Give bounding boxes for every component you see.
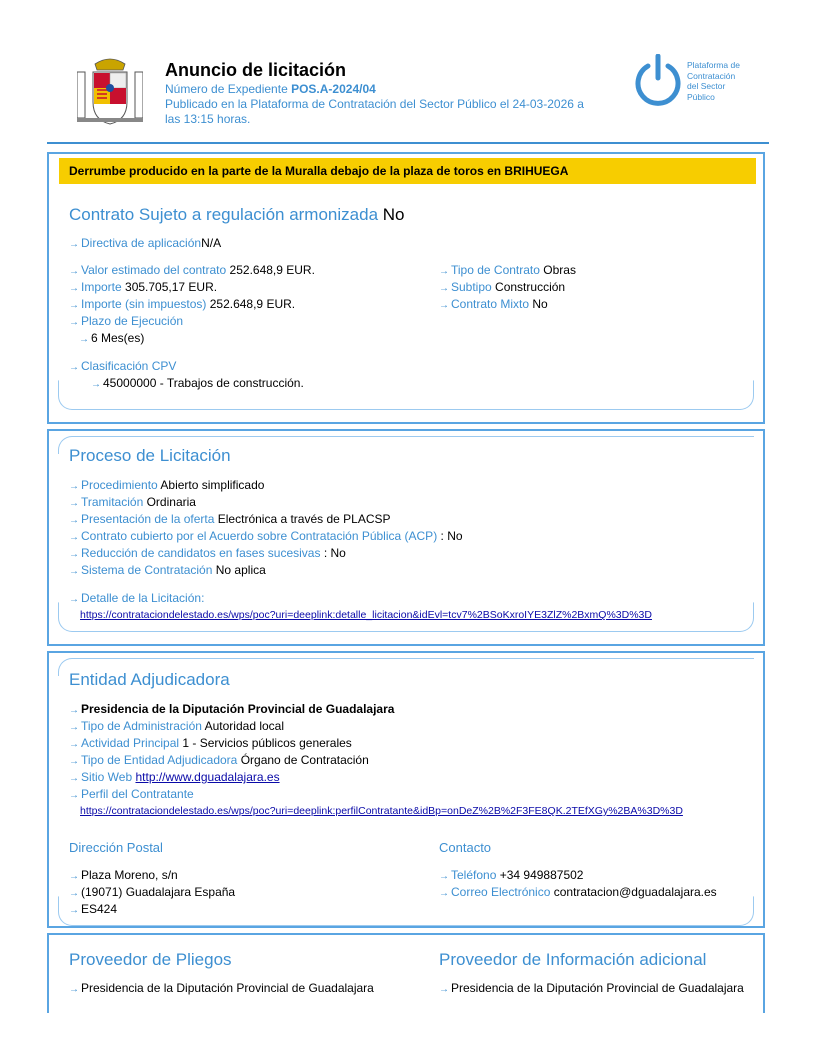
arrow-icon: → — [439, 888, 449, 899]
arrow-icon: → — [69, 756, 79, 767]
procedimiento-row: → Procedimiento Abierto simplificado — [69, 478, 265, 492]
arrow-icon: → — [69, 888, 79, 899]
header-divider — [47, 142, 769, 144]
sistema-contratacion-row: → Sistema de Contratación No aplica — [69, 563, 266, 577]
arrow-icon: → — [69, 300, 79, 311]
arrow-icon: → — [69, 905, 79, 916]
arrow-icon: → — [69, 532, 79, 543]
plazo-ejecucion-row: → Plazo de Ejecución — [69, 314, 184, 328]
perfil-contratante-link-row — [80, 804, 683, 818]
arrow-icon: → — [439, 266, 449, 277]
direccion-postal-heading: Dirección Postal — [69, 840, 163, 855]
direccion-line: → Plaza Moreno, s/n — [69, 868, 178, 882]
arrow-icon: → — [439, 283, 449, 294]
arrow-icon: → — [439, 300, 449, 311]
tipo-entidad-row: → Tipo de Entidad Adjudicadora Órgano de Contratación — [69, 753, 369, 767]
subtipo-row: → Subtipo Construcción — [439, 280, 566, 294]
directiva-row: → Directiva de aplicaciónN/A — [69, 236, 222, 250]
sitio-web-link[interactable]: http://www.dguadalajara.es — [135, 770, 280, 784]
actividad-principal-row: → Actividad Principal 1 - Servicios públicos generales — [69, 736, 352, 750]
arrow-icon: → — [439, 984, 449, 995]
tipo-administracion-row: → Tipo de Administración Autoridad local — [69, 719, 285, 733]
perfil-contratante-link[interactable]: https://contrataciondelestado.es/wps/poc?uri=deeplink:perfilContratante&idBp=onDeZ%2B%2F3FE8QK.2TEfXGy%2BA%3D%3D — [80, 805, 683, 817]
importe-row: → Importe 305.705,17 EUR. — [69, 280, 218, 294]
entidad-heading: Entidad Adjudicadora — [69, 670, 230, 689]
coat-of-arms-icon — [77, 54, 143, 126]
arrow-icon: → — [69, 317, 79, 328]
arrow-icon: → — [69, 566, 79, 577]
valor-estimado-row: → Valor estimado del contrato 252.648,9 EUR. — [69, 263, 315, 277]
correo-row: → Correo Electrónico contratacion@dguadalajara.es — [439, 885, 717, 899]
arrow-icon: → — [69, 739, 79, 750]
platform-power-logo-icon — [633, 54, 683, 108]
cpv-value-row: → 45000000 - Trabajos de construcción. — [91, 376, 304, 390]
arrow-icon: → — [69, 283, 79, 294]
proveedores-box — [47, 933, 765, 1013]
tipo-contrato-row: → Tipo de Contrato Obras — [439, 263, 576, 277]
arrow-icon: → — [91, 379, 101, 390]
arrow-icon: → — [69, 871, 79, 882]
published-line-1: Publicado en la Plataforma de Contratación del Sector Público el 24-03-2026 a — [165, 97, 584, 111]
arrow-icon: → — [439, 871, 449, 882]
arrow-icon: → — [69, 984, 79, 995]
contacto-heading: Contacto — [439, 840, 492, 855]
proveedor-pliegos-row: → Presidencia de la Diputación Provincial de Guadalajara — [69, 981, 374, 995]
arrow-icon: → — [69, 498, 79, 509]
direccion-line: → ES424 — [69, 902, 118, 916]
arrow-icon: → — [79, 334, 89, 345]
armonizada-heading: Contrato Sujeto a regulación armonizada No — [69, 205, 405, 224]
detalle-licitacion-link[interactable]: https://contrataciondelestado.es/wps/poc?uri=deeplink:detalle_licitacion&idEvl=tcv7%2BSoKxroIYE3ZlZ%2BxmQ%3D%3D — [80, 609, 652, 621]
detalle-licitacion-link-row — [80, 608, 652, 622]
direccion-line: → (19071) Guadalajara España — [69, 885, 236, 899]
document-title: Anuncio de licitación — [165, 60, 347, 80]
arrow-icon: → — [69, 705, 79, 716]
arrow-icon: → — [69, 481, 79, 492]
plazo-value-row: → 6 Mes(es) — [79, 331, 145, 345]
arrow-icon: → — [69, 773, 79, 784]
reduccion-candidatos-row: → Reducción de candidatos en fases sucesivas : No — [69, 546, 346, 560]
arrow-icon: → — [69, 362, 79, 373]
arrow-icon: → — [69, 790, 79, 801]
contract-title-banner: Derrumbe producido en la parte de la Muralla debajo de la plaza de toros en BRIHUEGA — [59, 158, 756, 184]
cpv-row: → Clasificación CPV — [69, 359, 177, 373]
presentacion-oferta-row: → Presentación de la oferta Electrónica a través de PLACSP — [69, 512, 391, 526]
arrow-icon: → — [69, 594, 79, 605]
proceso-heading: Proceso de Licitación — [69, 446, 231, 465]
sitio-web-row: → Sitio Web http://www.dguadalajara.es — [69, 770, 280, 784]
telefono-row: → Teléfono +34 949887502 — [439, 868, 584, 882]
arrow-icon: → — [69, 266, 79, 277]
proveedor-info-heading: Proveedor de Información adicional — [439, 950, 707, 969]
tramitacion-row: → Tramitación Ordinaria — [69, 495, 196, 509]
importe-sin-impuestos-row: → Importe (sin impuestos) 252.648,9 EUR. — [69, 297, 296, 311]
published-line-2: las 13:15 horas. — [165, 112, 251, 126]
platform-logo-text: Plataforma de Contratación del Sector Público — [687, 60, 740, 102]
arrow-icon: → — [69, 722, 79, 733]
expediente-line: Número de Expediente POS.A-2024/04 — [165, 82, 376, 96]
expediente-value: POS.A-2024/04 — [291, 82, 376, 96]
arrow-icon: → — [69, 515, 79, 526]
proveedor-pliegos-heading: Proveedor de Pliegos — [69, 950, 232, 969]
perfil-contratante-row: → Perfil del Contratante — [69, 787, 194, 801]
armonizada-value: No — [382, 205, 405, 224]
entidad-name-row: → Presidencia de la Diputación Provincial de Guadalajara — [69, 702, 395, 716]
contrato-mixto-row: → Contrato Mixto No — [439, 297, 548, 311]
detalle-licitacion-row: → Detalle de la Licitación: — [69, 591, 205, 605]
proveedor-info-row: → Presidencia de la Diputación Provincial de Guadalajara — [439, 981, 744, 995]
acp-row: → Contrato cubierto por el Acuerdo sobre Contratación Pública (ACP) : No — [69, 529, 463, 543]
arrow-icon: → — [69, 549, 79, 560]
arrow-icon: → — [69, 239, 79, 250]
